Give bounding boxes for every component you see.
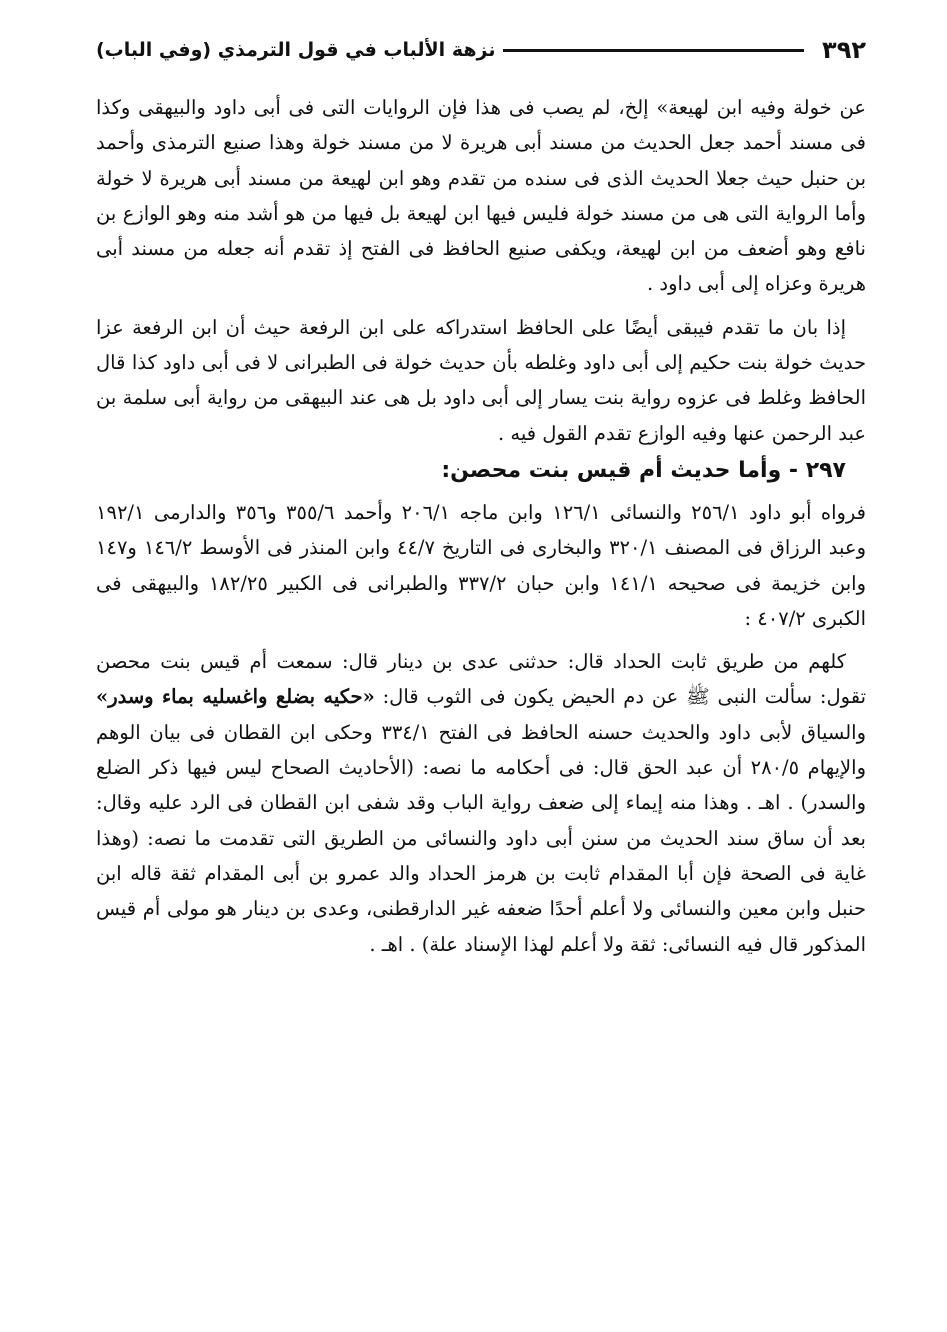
paragraph-3: فرواه أبو داود ٢٥٦/١ والنسائى ١٢٦/١ وابن ماجه ٢٠٦/١ وأحمد ٣٥٥/٦ و٣٥٦ والدارمى ١٩٢/١ وعبد الرزاق فى المصنف ٣٢٠/١ والبخارى فى التاريخ ٤٤/٧ وابن المنذر فى الأوسط ١٤٦/٢ و١٤٧ وابن خزيمة فى صحيحه ١٤١/١ وابن حبان ٣٣٧/٢ والطبرانى فى الكبير ١٨٢/٢٥ والبيهقى فى الكبرى ٤٠٧/٢ :	[96, 500, 867, 630]
page	[96, 30, 866, 1310]
running-title: نزهة الألباب في قول الترمذي (وفي الباب)	[96, 39, 496, 61]
section-heading: ٢٩٧ - وأما حديث أم قيس بنت محصن:	[441, 457, 846, 483]
paragraph-gap	[96, 302, 866, 310]
header-rule	[503, 49, 804, 52]
paragraph-4	[96, 644, 866, 962]
paragraph-gap	[96, 636, 866, 644]
paragraph-4-part-c: والسياق لأبى داود والحديث حسنه الحافظ فى الفتح ٣٣٤/١ وحكى ابن القطان فى بيان الوهم والإيهام ٢٨٠/٥ أن عبد الحق قال: فى أحكامه ما نصه: (الأحاديث الصحاح ليس فيها ذكر الضلع والسدر) . اهـ . وهذا منه إيماء إلى ضعف رواية الباب وقد شفى ابن القطان فى الرد عليه وقال: بعد أن ساق سند الحديث من سنن أبى داود والنسائى من الطريق التى تقدمت ما نصه: (وهذا غاية فى الصحة فإن أبا المقدام ثابت بن هرمز الحداد والد عمرو بن أبى المقدام ثقة قاله ابن حنبل وابن معين والنسائى ولا أعلم أحدًا ضعفه غير الدارقطنى، وعدى بن دينار هو مولى أم قيس المذكور قال فيه النسائى: ثقة ولا أعلم لهذا الإسناد علة) . اهـ .	[96, 720, 867, 956]
hadith-quote: «حكيه بضلع واغسليه بماء وسدر»	[96, 685, 375, 709]
page-header	[96, 30, 866, 70]
page-number: ٣٩٢	[822, 36, 866, 64]
paragraph-4-part-a: كلهم من طريق ثابت الحداد قال: حدثنى عدى بن دينار قال: سمعت أم قيس بنت محصن تقول: سألت النبى ﷺ عن دم الحيض يكون فى الثوب قال:	[96, 650, 867, 709]
paragraph-1: عن خولة وفيه ابن لهيعة» إلخ، لم يصب فى هذا فإن الروايات التى فى أبى داود والبيهقى وكذا فى مسند أحمد جعل الحديث من مسند أبى هريرة لا من مسند خولة وهذا صنيع الترمذى وأحمد بن حنبل حيث جعلا الحديث الذى فى سنده من تقدم وهو ابن لهيعة من مسند أبى هريرة لا خولة وأما الرواية التى هى من مسند خولة فليس فيها ابن لهيعة بل فيها من هو أشد منه وهو الوازع بن نافع وهو أضعف من ابن لهيعة، ويكفى صنيع الحافظ فى الفتح إذ تقدم أنه جعله من مسند أبى هريرة وعزاه إلى أبى داود .	[96, 96, 866, 296]
paragraph-2: إذا بان ما تقدم فيبقى أيضًا على الحافظ استدراكه على ابن الرفعة حيث أن ابن الرفعة عزا حديث خولة بنت حكيم إلى أبى داود وغلطه بأن حديث خولة فى الطبرانى لا فى أبى داود كذا قال الحافظ وغلط فى عزوه رواية بنت يسار إلى أبى داود بل هى عند البيهقى من رواية أبى سلمة بن عبد الرحمن عنها وفيه الوازع تقدم القول فيه .	[96, 315, 866, 445]
